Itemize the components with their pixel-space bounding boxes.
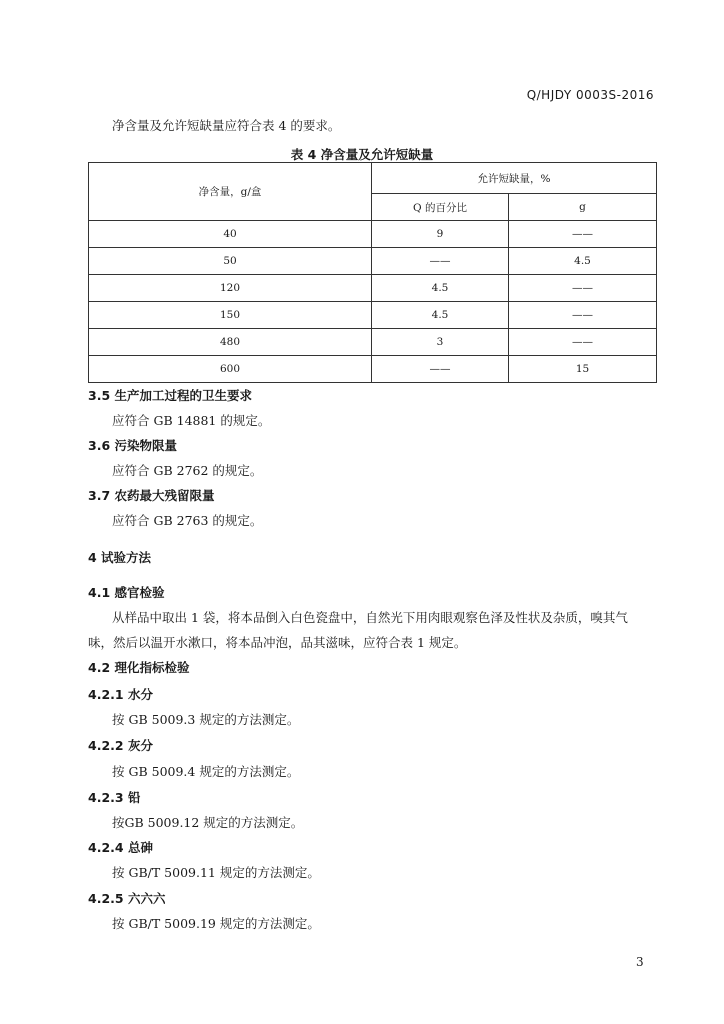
section-4-2-3-text: 按GB 5009.12 规定的方法测定。 — [112, 815, 304, 830]
section-3-6-text: 应符合 GB 2762 的规定。 — [112, 463, 263, 478]
section-4-2-5-heading: 4.2.5 六六六 — [88, 891, 166, 906]
cell-net: 480 — [89, 329, 372, 356]
cell-net: 50 — [89, 248, 372, 275]
cell-grams: —— — [509, 275, 657, 302]
cell-net: 120 — [89, 275, 372, 302]
cell-grams: —— — [509, 302, 657, 329]
section-3-5-text: 应符合 GB 14881 的规定。 — [112, 413, 271, 428]
table-row — [89, 356, 657, 383]
intro-text: 净含量及允许短缺量应符合表 4 的要求。 — [112, 118, 341, 133]
cell-grams: 4.5 — [509, 248, 657, 275]
section-4-1-text-line1: 从样品中取出 1 袋，将本品倒入白色瓷盘中，自然光下用肉眼观察色泽及性状及杂质，嗅其气 — [112, 610, 628, 625]
section-3-7-heading: 3.7 农药最大残留限量 — [88, 488, 215, 503]
table-row — [89, 221, 657, 248]
header-net-content: 净含量，g/盒 — [89, 163, 372, 221]
section-4-2-5-text: 按 GB/T 5009.19 规定的方法测定。 — [112, 916, 320, 931]
section-4-2-2-text: 按 GB 5009.4 规定的方法测定。 — [112, 764, 300, 779]
header-allowed-shortage: 允许短缺量，% — [372, 163, 657, 194]
section-4-2-3-heading: 4.2.3 铅 — [88, 790, 141, 805]
cell-percent: —— — [372, 356, 509, 383]
section-4-heading: 4 试验方法 — [88, 550, 152, 565]
cell-percent: 4.5 — [372, 302, 509, 329]
cell-net: 40 — [89, 221, 372, 248]
table-header-row — [89, 163, 657, 194]
subheader-grams: g — [509, 194, 657, 221]
cell-percent: 3 — [372, 329, 509, 356]
subheader-percent: Q 的百分比 — [372, 194, 509, 221]
section-3-7-text: 应符合 GB 2763 的规定。 — [112, 513, 263, 528]
section-4-2-4-heading: 4.2.4 总砷 — [88, 840, 153, 855]
cell-grams: —— — [509, 221, 657, 248]
section-4-2-1-text: 按 GB 5009.3 规定的方法测定。 — [112, 712, 300, 727]
section-4-2-4-text: 按 GB/T 5009.11 规定的方法测定。 — [112, 865, 320, 880]
cell-grams: —— — [509, 329, 657, 356]
cell-percent: 9 — [372, 221, 509, 248]
cell-grams: 15 — [509, 356, 657, 383]
table-row — [89, 329, 657, 356]
section-4-2-1-heading: 4.2.1 水分 — [88, 687, 153, 702]
page-number: 3 — [636, 955, 644, 969]
cell-percent: —— — [372, 248, 509, 275]
section-3-6-heading: 3.6 污染物限量 — [88, 438, 177, 453]
cell-net: 600 — [89, 356, 372, 383]
document-code: Q/HJDY 0003S-2016 — [526, 88, 654, 102]
cell-percent: 4.5 — [372, 275, 509, 302]
section-3-5-heading: 3.5 生产加工过程的卫生要求 — [88, 388, 252, 403]
table-row — [89, 302, 657, 329]
section-4-2-heading: 4.2 理化指标检验 — [88, 660, 190, 675]
table-caption: 表 4 净含量及允许短缺量 — [290, 147, 434, 162]
section-4-2-2-heading: 4.2.2 灰分 — [88, 738, 153, 753]
net-content-table — [88, 162, 657, 383]
section-4-1-text-line2: 味，然后以温开水漱口，将本品冲泡，品其滋味，应符合表 1 规定。 — [88, 635, 467, 650]
table-row — [89, 275, 657, 302]
table-row — [89, 248, 657, 275]
cell-net: 150 — [89, 302, 372, 329]
section-4-1-heading: 4.1 感官检验 — [88, 585, 165, 600]
